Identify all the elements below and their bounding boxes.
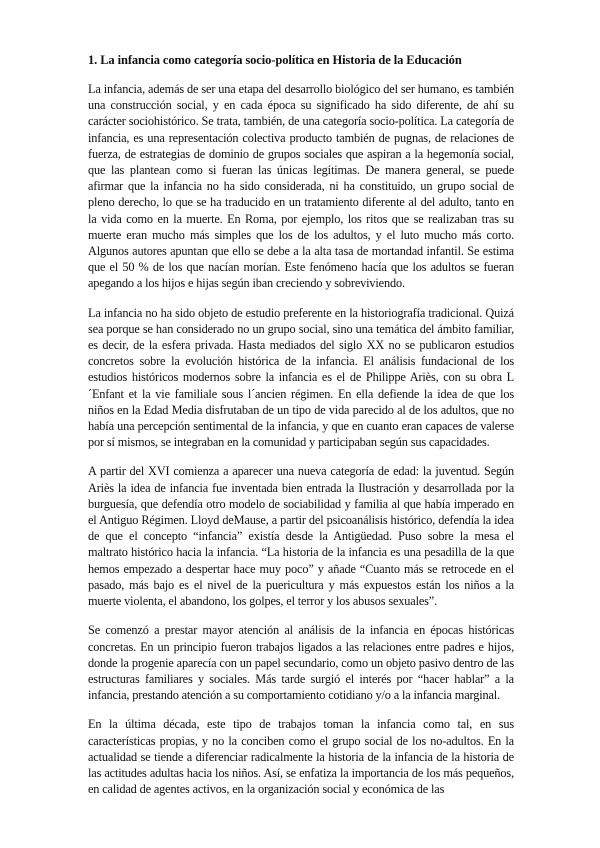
document-page bbox=[88, 52, 514, 810]
paragraph-2: La infancia no ha sido objeto de estudio preferente en la historiografía tradicional. Quizá sea porque se han considerado no un grupo social, sino una temática del ámbito familiar, es decir, de la esfera privada. Hasta mediados del siglo XX no se publicaron estudios concretos sobre la evolución histórica de la infancia. El análisis fundacional de los estudios históricos modernos sobre la infancia es el de Philippe Ariès, con su obra L´Enfant et la vie familiale sous l´ancien régimen. En ella defiende la idea de que los niños en la Edad Media disfrutaban de un tipo de vida parecido al de los adultos, que no había una percepción sentimental de la infancia, y que en cuanto eran capaces de valerse por sí mismos, se integraban en la comunidad y participaban según sus capacidades. bbox=[88, 305, 514, 450]
paragraph-3: A partir del XVI comienza a aparecer una nueva categoría de edad: la juventud. Según Ariès la idea de infancia fue inventada bien entrada la Ilustración y desarrollada por la burguesía, que defendía otro modelo de sociabilidad y familia al que había imperado en el Antiguo Régimen. Lloyd deMause, a partir del psicoanálisis histórico, defendía la idea de que el concepto “infancia” existía desde la Antigüedad. Puso sobre la mesa el maltrato histórico hacia la infancia. “La historia de la infancia es una pesadilla de la que hemos empezado a despertar hace muy poco” y añade “Cuanto más se retrocede en el pasado, más bajo es el nivel de la puericultura y más expuestos están los niños a la muerte violenta, el abandono, los golpes, el terror y los abusos sexuales”. bbox=[88, 464, 514, 609]
paragraph-4: Se comenzó a prestar mayor atención al análisis de la infancia en épocas históricas concretas. En un principio fueron trabajos ligados a las relaciones entre padres e hijos, donde la progenie aparecía con un papel secundario, como un objeto pasivo dentro de las estructuras familiares y sociales. Más tarde surgió el interés por “hacer hablar” a la infancia, prestando atención a su comportamiento cotidiano y/o a la infancia marginal. bbox=[88, 623, 514, 703]
paragraph-5: En la última década, este tipo de trabajos toman la infancia como tal, en sus características propias, y no la conciben como el grupo social de los no-adultos. En la actualidad se tiende a diferenciar radicalmente la historia de la infancia de la historia de las actitudes adultas hacia los niños. Así, se enfatiza la importancia de los más pequeños, en calidad de agentes activos, en la organización social y económica de las bbox=[88, 717, 514, 797]
paragraph-1: La infancia, además de ser una etapa del desarrollo biológico del ser humano, es también una construcción social, y en cada época su significado ha sido diferente, de ahí su carácter sociohistórico. Se trata, también, de una categoría socio-política. La categoría de infancia, es una representación colectiva producto también de pugnas, de relaciones de fuerza, de estrategias de dominio de grupos sociales que aspiran a la hegemonía social, que las plantean como si fueran las únicas legítimas. De manera general, se puede afirmar que la infancia no ha sido considerada, ni ha constituido, un grupo social de pleno derecho, lo que se ha traducido en un tratamiento diferente al del adulto, tanto en la vida como en la muerte. En Roma, por ejemplo, los ritos que se realizaban tras su muerte eran mucho más simples que los de los adultos, y el luto mucho más corto. Algunos autores apuntan que ello se debe a la alta tasa de mortandad infantil. Se estima que el 50 % de los que nacían morían. Este fenómeno hacía que los adultos se fueran apegando a los hijos e hijas según iban creciendo y sobreviviendo. bbox=[88, 82, 514, 291]
section-heading: 1. La infancia como categoría socio-política en Historia de la Educación bbox=[88, 53, 462, 67]
